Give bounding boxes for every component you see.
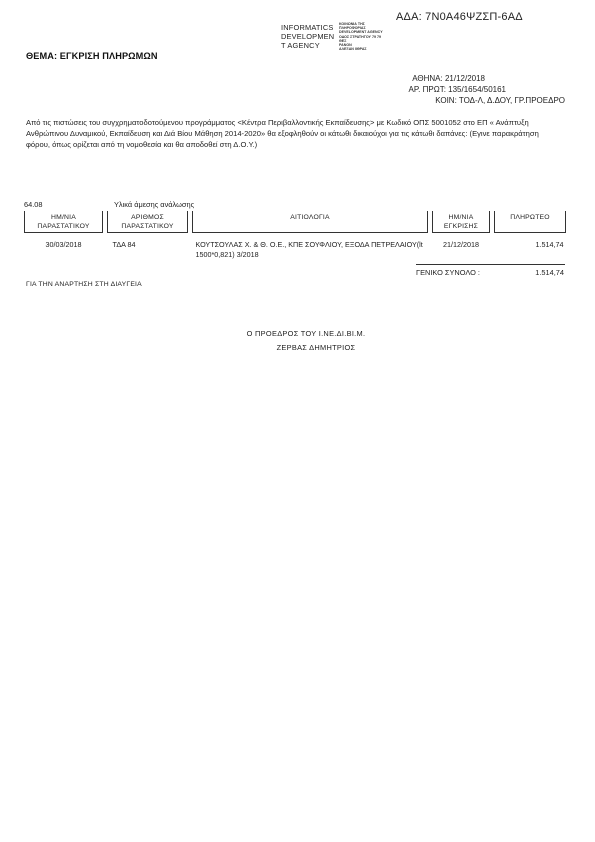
row-document-date: 30/03/2018 xyxy=(45,240,82,249)
place-date: ΑΘΗΝΑ: 21/12/2018 xyxy=(412,74,485,83)
grand-total-label: ΓΕΝΙΚΟ ΣΥΝΟΛΟ : xyxy=(416,268,480,277)
agency-logo-smallprint xyxy=(339,22,383,51)
expense-category: Υλικά άμεσης ανάλωσης xyxy=(114,200,195,209)
logo-small-line: ΑΛΕΞΑΝ ΙΙΘΡΑΣ xyxy=(339,47,367,52)
header-amount: ΠΛΗΡΩΤΕΟ xyxy=(495,211,566,233)
row-amount: 1.514,74 xyxy=(535,240,564,249)
grand-total-value: 1.514,74 xyxy=(535,268,564,277)
header-reason: ΑΙΤΙΟΛΟΓΙΑ xyxy=(193,211,428,233)
row-reason: ΚΟΥΤΣΟΥΛΑΣ Χ. & Θ. Ο.Ε., ΚΠΕ ΣΟΥΦΛΙΟΥ, ΕΞΟΔΑ ΠΕΤΡΕΛΑΙΟΥ(lt 1500*0,821) 3/2018 xyxy=(195,240,423,259)
logo-small-line: ΘΕΣ xyxy=(339,38,347,43)
row-approval-date: 21/12/2018 xyxy=(443,240,479,249)
header-approval-date: ΗΜ/ΝΙΑ ΕΓΚΡΙΣΗΣ xyxy=(433,211,490,233)
copy-recipients: ΚΟΙΝ: ΤΟΔ-Λ, Δ.ΔΟΥ, ΓΡ.ΠΡΟΕΔΡΟ xyxy=(435,96,565,105)
document-subject: ΘΕΜΑ: ΕΓΚΡΙΣΗ ΠΛΗΡΩΜΩΝ xyxy=(26,51,158,61)
signatory-name: ΖΕΡΒΑΣ ΔΗΜΗΤΡΙΟΣ xyxy=(276,343,356,352)
expense-code: 64.08 xyxy=(24,200,43,209)
logo-small-line: DEVELOPMENT AGENCY xyxy=(339,30,383,35)
logo-line: DEVELOPMEN xyxy=(281,32,335,41)
protocol-number: ΑΡ. ΠΡΩΤ: 135/1654/50161 xyxy=(408,85,506,94)
posting-note: ΓΙΑ ΤΗΝ ΑΝΑΡΤΗΣΗ ΣΤΗ ΔΙΑΥΓΕΙΑ xyxy=(26,281,142,288)
intro-paragraph: Από τις πιστώσεις του συγχρηματοδοτούμενου προγράμματος <Κέντρα Περιβαλλοντικής Εκπαίδευσης> με Κωδικό ΟΠΣ 5001052 στο ΕΠ « Ανάπτυξη Ανθρώπινου Δυναμικού, Εκπαίδευση και Διά Βίου Μάθηση 2014-2020» θα εξοφληθούν οι κάτωθι δικαιούχοι για τις κάτωθι δαπάνες: (Εγινε παρακράτηση φόρου, όπως ορίζεται από τη νομοθεσία και θα αποδοθεί στη Δ.Ο.Υ.) xyxy=(26,118,539,150)
document-meta xyxy=(409,73,565,106)
row-document-number: ΤΔΑ 84 xyxy=(112,240,136,249)
total-divider xyxy=(416,264,565,265)
logo-line: INFORMATICS xyxy=(281,23,334,32)
logo-small-line: ΠΛΗΡΟΦΟΡΙΑΣ xyxy=(339,26,366,31)
logo-small-line: ΟΔΟΣ ΣΤΡΑΤΗΓΟΥ 79 79 xyxy=(339,34,381,39)
logo-small-line: ΡΑΝΟΝ xyxy=(339,43,352,48)
logo-line: T AGENCY xyxy=(281,41,320,50)
agency-logo-text xyxy=(281,23,334,50)
header-document-date: ΗΜ/ΝΙΑ ΠΑΡΑΣΤΑΤΙΚΟΥ xyxy=(25,211,103,233)
logo-small-line: ΚΟΙΝΩΝΙΑ ΤΗΣ xyxy=(339,22,365,26)
table-header-row xyxy=(25,211,566,233)
header-document-number: ΑΡΙΘΜΟΣ ΠΑΡΑΣΤΑΤΙΚΟΥ xyxy=(108,211,188,233)
payments-table xyxy=(24,211,566,260)
signatory-title: Ο ΠΡΟΕΔΡΟΣ ΤΟΥ Ι.ΝΕ.ΔΙ.ΒΙ.Μ. xyxy=(246,329,366,338)
ada-code: ΑΔΑ: 7Ν0Α46ΨΖΣΠ-6ΑΔ xyxy=(396,11,523,23)
table-row xyxy=(25,233,566,261)
